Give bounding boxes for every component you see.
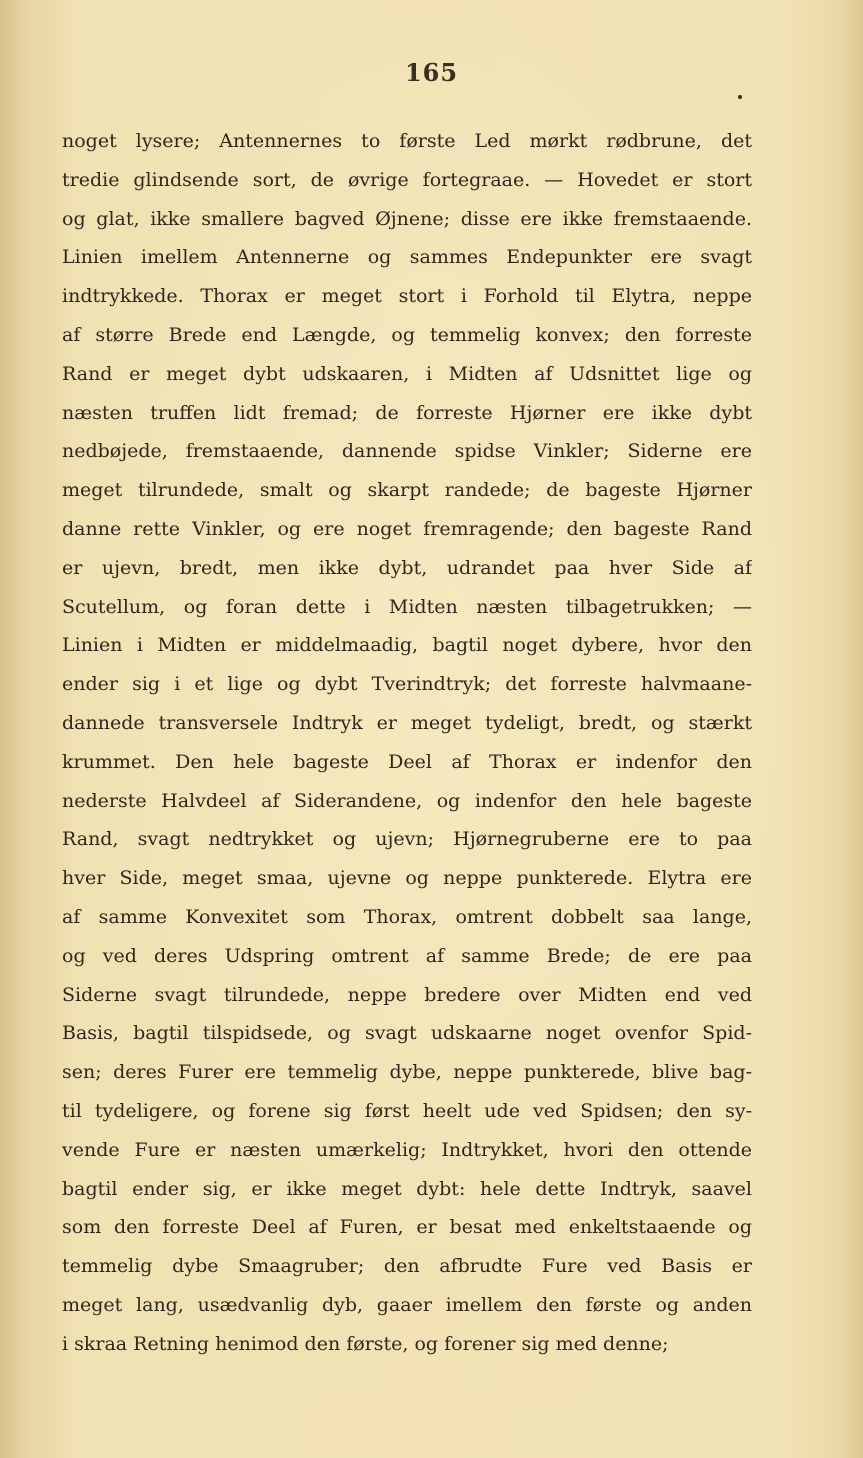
text-line: Rand, svagt nedtrykket og ujevn; Hjørnegruberne ere to paa xyxy=(62,828,752,851)
text-line: sen; deres Furer ere temmelig dybe, neppe punkterede, blive bag- xyxy=(62,1061,752,1084)
text-line: af samme Konvexitet som Thorax, omtrent dobbelt saa lange, xyxy=(62,905,752,928)
text-line: Linien imellem Antennerne og sammes Endepunkter ere svagt xyxy=(62,246,752,269)
text-line: Linien i Midten er middelmaadig, bagtil noget dybere, hvor den xyxy=(62,634,752,657)
text-line: Siderne svagt tilrundede, neppe bredere over Midten end ved xyxy=(62,983,752,1006)
text-line: dannede transversele Indtryk er meget tydeligt, bredt, og stærkt xyxy=(62,711,752,734)
ink-speck xyxy=(738,95,742,99)
text-line: i skraa Retning henimod den første, og forener sig med denne; xyxy=(62,1332,669,1355)
text-line: til tydeligere, og forene sig først heelt ude ved Spidsen; den sy- xyxy=(62,1099,752,1122)
text-line: vende Fure er næsten umærkelig; Indtrykket, hvori den ottende xyxy=(62,1138,752,1161)
text-line: noget lysere; Antennernes to første Led mørkt rødbrune, det xyxy=(62,130,752,152)
text-line: Scutellum, og foran dette i Midten næsten tilbagetrukken; — xyxy=(62,595,752,618)
text-line: ender sig i et lige og dybt Tverindtryk; det forreste halvmaane- xyxy=(62,673,752,696)
text-line: og ved deres Udspring omtrent af samme Brede; de ere paa xyxy=(62,944,752,967)
text-line: bagtil ender sig, er ikke meget dybt: hele dette Indtryk, saavel xyxy=(62,1177,752,1200)
text-line: Basis, bagtil tilspidsede, og svagt udskaarne noget ovenfor Spid- xyxy=(62,1022,752,1045)
text-line: meget tilrundede, smalt og skarpt randede; de bageste Hjørner xyxy=(62,479,752,502)
text-line: og glat, ikke smallere bagved Øjnene; disse ere ikke fremstaaende. xyxy=(62,207,752,230)
text-line: indtrykkede. Thorax er meget stort i Forhold til Elytra, neppe xyxy=(62,285,752,308)
text-line: næsten truffen lidt fremad; de forreste Hjørner ere ikke dybt xyxy=(62,401,752,424)
text-line: meget lang, usædvanlig dyb, gaaer imellem den første og anden xyxy=(62,1293,752,1316)
text-line: som den forreste Deel af Furen, er besat med enkeltstaaende og xyxy=(62,1216,752,1239)
text-line: krummet. Den hele bageste Deel af Thorax er indenfor den xyxy=(62,750,752,773)
page-number: 165 xyxy=(404,58,459,87)
text-line: Rand er meget dybt udskaaren, i Midten af Udsnittet lige og xyxy=(62,362,752,385)
text-line: af større Brede end Længde, og temmelig konvex; den forreste xyxy=(62,323,752,346)
text-line: er ujevn, bredt, men ikke dybt, udrandet paa hver Side af xyxy=(62,556,752,579)
text-line: tredie glindsende sort, de øvrige fortegraae. — Hovedet er stort xyxy=(62,168,752,191)
text-line: danne rette Vinkler, og ere noget fremragende; den bageste Rand xyxy=(62,517,752,540)
text-line: nederste Halvdeel af Siderandene, og indenfor den hele bageste xyxy=(62,789,752,812)
text-line: nedbøjede, fremstaaende, dannende spidse Vinkler; Siderne ere xyxy=(62,440,752,463)
text-line: temmelig dybe Smaagruber; den afbrudte Fure ved Basis er xyxy=(62,1255,752,1278)
body-text xyxy=(62,122,752,1364)
text-line: hver Side, meget smaa, ujevne og neppe punkterede. Elytra ere xyxy=(62,867,752,890)
